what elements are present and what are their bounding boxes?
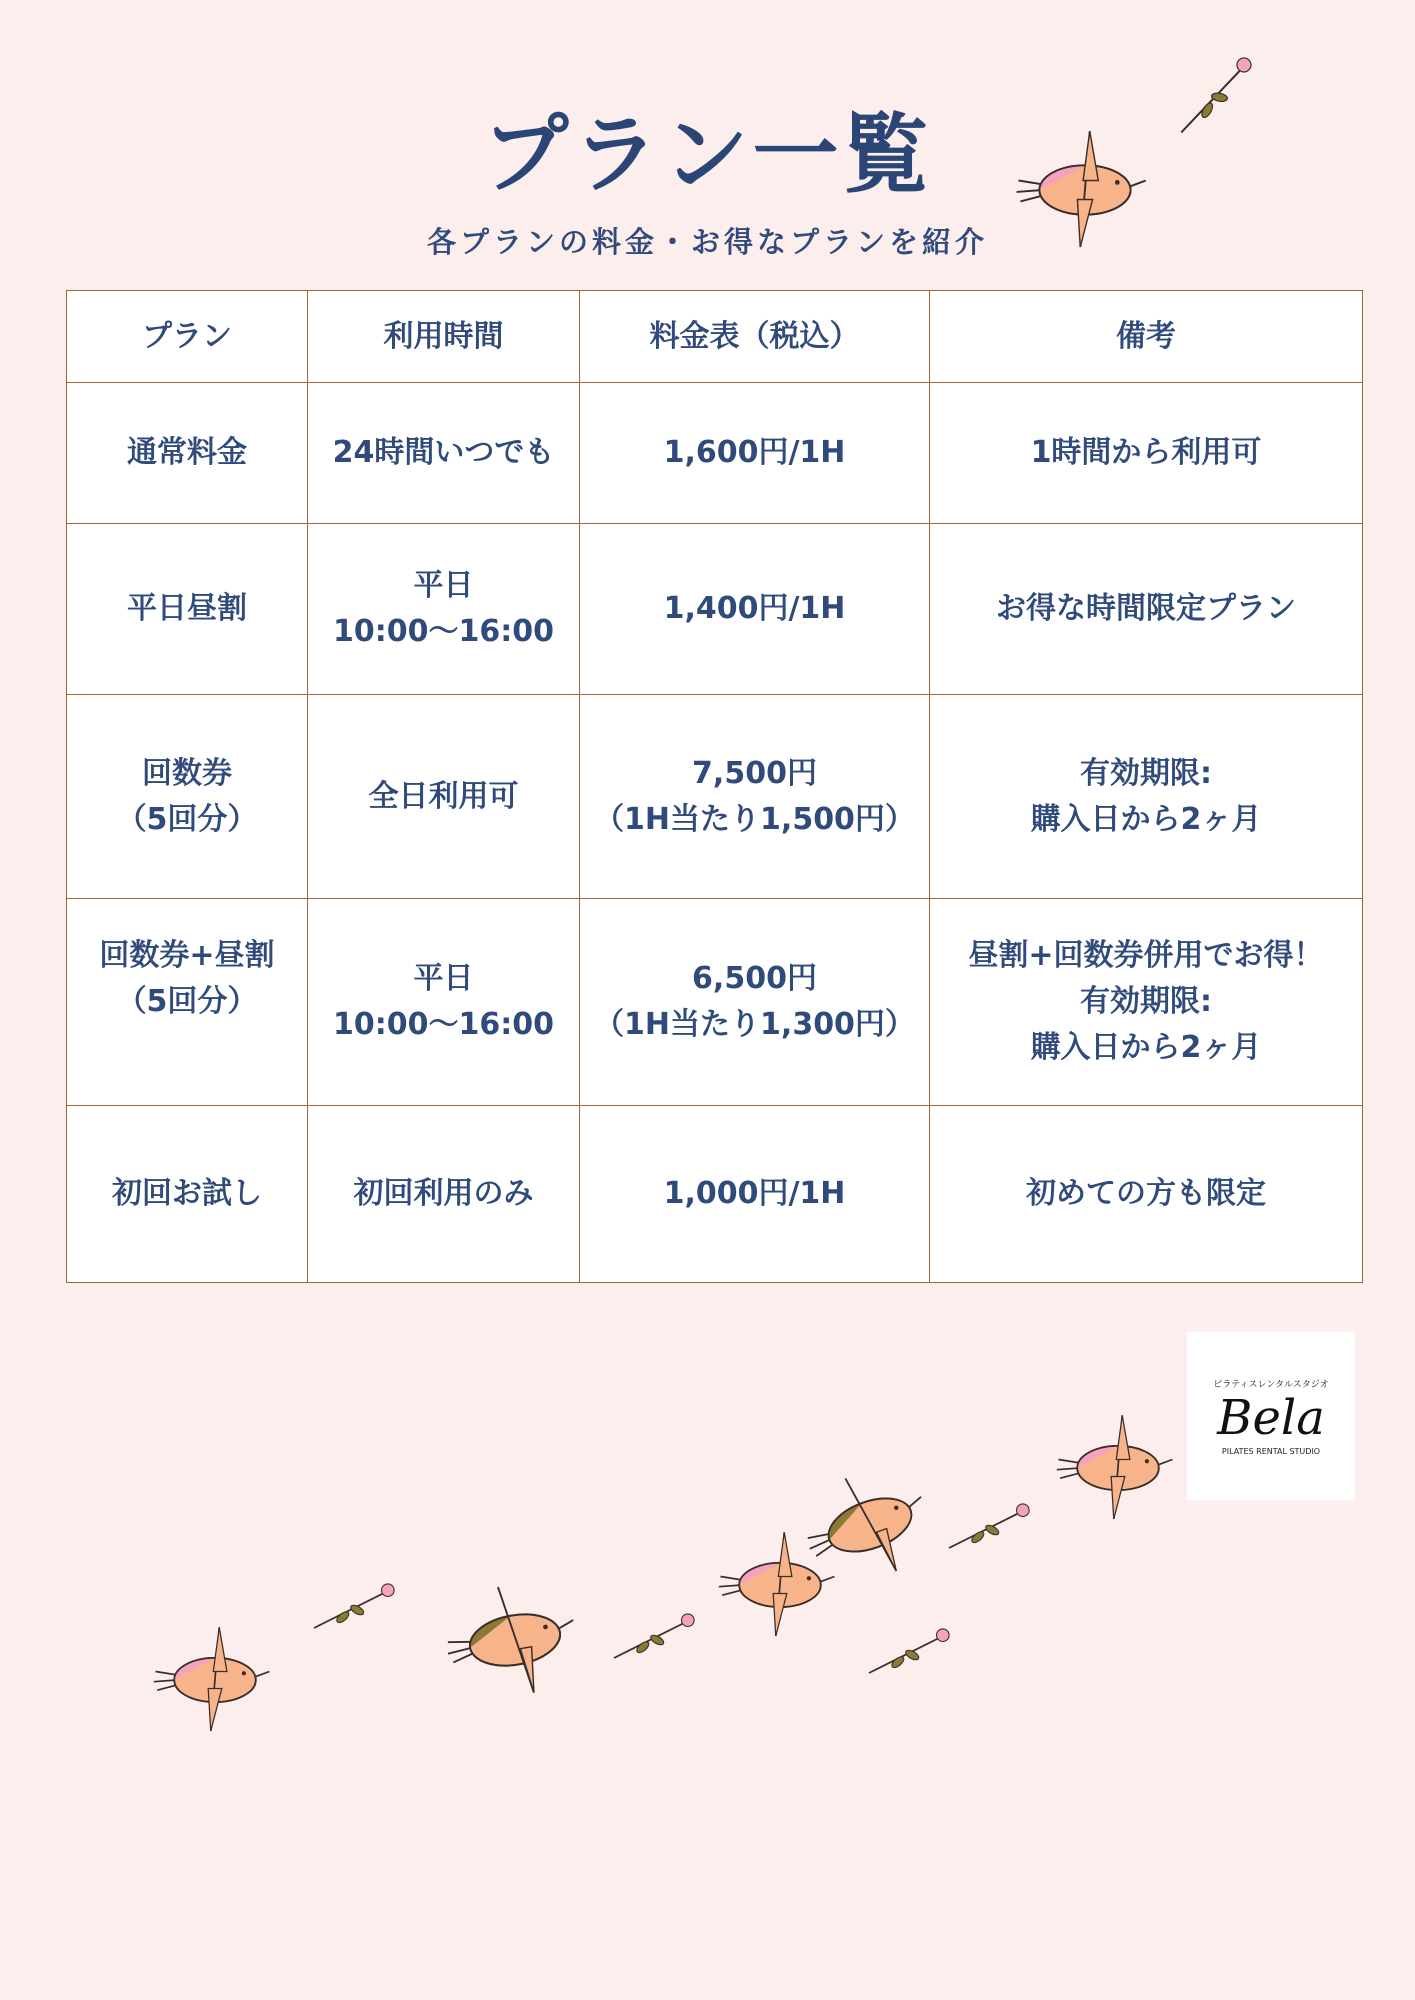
cell-line: 初めての方も限定 bbox=[1026, 1176, 1266, 1211]
header-note: 備考 bbox=[930, 291, 1363, 383]
sprig-illustration bbox=[949, 1504, 1029, 1548]
cell-line: 昼割+回数券併用でお得！ bbox=[968, 938, 1324, 973]
bird-illustration bbox=[1017, 131, 1146, 247]
cell-line: 有効期限: bbox=[1080, 984, 1212, 1019]
cell-line: 24時間いつでも bbox=[332, 435, 555, 470]
bird-illustration bbox=[1057, 1415, 1173, 1519]
cell-line: 通常料金 bbox=[127, 435, 247, 470]
cell-line: 購入日から2ヶ月 bbox=[1030, 1030, 1262, 1065]
header-plan: プラン bbox=[67, 291, 308, 383]
page-title: プラン一覧 bbox=[482, 105, 933, 205]
cell-line: 1,400円/1H bbox=[663, 591, 846, 626]
page-subtitle: 各プランの料金・お得なプランを紹介 bbox=[426, 225, 988, 259]
sprig-illustration bbox=[314, 1584, 394, 1628]
logo-name: Bela bbox=[1217, 1390, 1325, 1446]
cell-line: （5回分） bbox=[116, 801, 258, 837]
sprig-illustration bbox=[1164, 56, 1264, 132]
cell-line: 1,600円/1H bbox=[663, 435, 846, 470]
cell-line: 回数券+昼割 bbox=[99, 938, 275, 973]
header-price: 料金表（税込） bbox=[580, 291, 930, 383]
bird-illustration bbox=[154, 1627, 270, 1731]
cell-line: 10:00〜16:00 bbox=[333, 614, 554, 649]
cell-line: 有効期限: bbox=[1080, 755, 1212, 791]
sprig-illustration bbox=[614, 1614, 694, 1658]
bird-illustration bbox=[719, 1532, 835, 1636]
logo-subtitle: PILATES RENTAL STUDIO bbox=[1221, 1447, 1321, 1456]
cell-line: （5回分） bbox=[116, 984, 258, 1019]
cell-line: 初回お試し bbox=[112, 1176, 262, 1211]
cell-line: 1時間から利用可 bbox=[1030, 435, 1262, 470]
sprig-illustration bbox=[869, 1629, 949, 1673]
cell-line: 購入日から2ヶ月 bbox=[1030, 801, 1262, 837]
cell-line: 1,000円/1H bbox=[663, 1176, 846, 1211]
bird-illustration bbox=[438, 1575, 584, 1706]
cell-line: お得な時間限定プラン bbox=[996, 591, 1296, 626]
cell-line: 初回利用のみ bbox=[353, 1176, 534, 1211]
logo-kana: ピラティスレンタルスタジオ bbox=[1213, 1380, 1329, 1390]
cell-line: （1H当たり1,500円） bbox=[594, 801, 915, 837]
cell-line: 10:00〜16:00 bbox=[333, 1007, 554, 1042]
cell-line: 全日利用可 bbox=[368, 778, 519, 814]
header-time: 利用時間 bbox=[308, 291, 580, 383]
cell-line: （1H当たり1,300円） bbox=[594, 1007, 915, 1042]
cell-line: 回数券 bbox=[142, 755, 232, 791]
cell-line: 6,500円 bbox=[692, 961, 817, 996]
cell-line: 平日昼割 bbox=[127, 591, 247, 626]
cell-line: 7,500円 bbox=[692, 755, 817, 791]
cell-line: 平日 bbox=[413, 568, 474, 603]
cell-line: 平日 bbox=[413, 961, 474, 996]
